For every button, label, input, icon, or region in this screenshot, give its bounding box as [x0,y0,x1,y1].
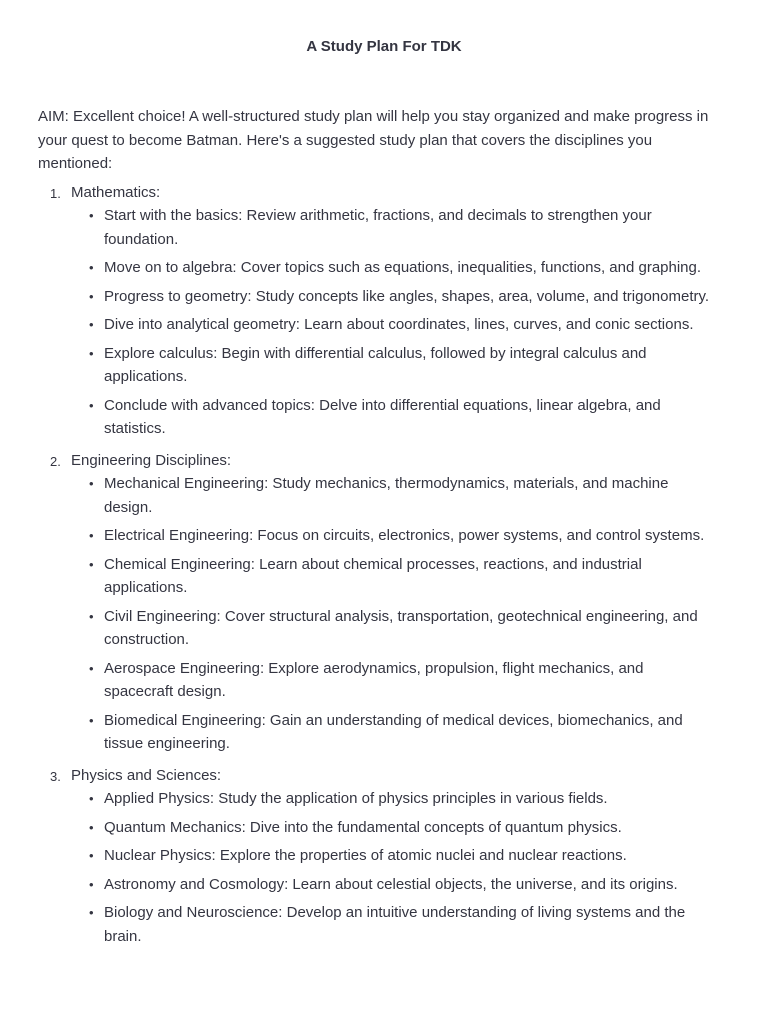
bullet-icon: • [89,848,94,863]
bullet-icon: • [89,876,94,892]
list-item-text: Civil Engineering: Cover structural analysis, transportation, geotechnical engineering, and construction. [104,607,698,648]
list-item [71,709,716,756]
list-item-text: Applied Physics: Study the application of physics principles in various fields. [104,790,608,807]
bullet-icon: • [89,208,94,223]
list-item [71,394,716,441]
list-item-text: Chemical Engineering: Learn about chemical processes, reactions, and industrial applications. [104,555,642,596]
list-item-text: Progress to geometry: Study concepts like angles, shapes, area, volume, and trigonometry. [104,287,710,305]
bullet-list [71,204,716,441]
section-number: 1. [50,185,61,201]
list-item-text: Astronomy and Cosmology: Learn about celestial objects, the universe, and its origins. [104,875,678,893]
bullet-icon: • [89,905,94,920]
list-item-text: Quantum Mechanics: Dive into the fundamental concepts of quantum physics. [104,818,622,836]
list-item-text: Nuclear Physics: Explore the properties of atomic nuclei and nuclear reactions. [104,847,627,864]
list-item-text: Start with the basics: Review arithmetic, fractions, and decimals to strengthen your foundation. [104,207,652,248]
list-item [71,605,716,652]
list-item [71,657,716,704]
bullet-icon: • [89,819,94,835]
list-item [71,204,716,251]
page-title: A Study Plan For TDK [306,38,462,55]
list-item-text: Electrical Engineering: Focus on circuits, electronics, power systems, and control systems. [104,527,705,544]
bullet-icon: • [89,476,94,491]
list-item-text: Dive into analytical geometry: Learn about coordinates, lines, curves, and conic sections. [104,316,694,333]
section-list [38,181,716,949]
list-item [71,285,716,309]
list-item-text: Mechanical Engineering: Study mechanics, thermodynamics, materials, and machine design. [104,475,669,516]
bullet-icon: • [89,791,94,806]
bullet-icon: • [89,260,94,275]
intro-paragraph: AIM: Excellent choice! A well-structured study plan will help you stay organized and make progress in your quest to become Batman. Here's a suggested study plan that covers the disciplines you mentioned: [38,108,709,172]
bullet-icon: • [89,608,94,624]
list-item [71,553,716,600]
section-number: 3. [50,768,61,784]
section-item [38,181,716,441]
bullet-icon: • [89,712,94,728]
section-heading: Mathematics: [71,183,161,201]
bullet-icon: • [89,345,94,361]
section-heading: Engineering Disciplines: [71,451,232,469]
bullet-list [71,472,716,756]
list-item [71,901,716,948]
section-item [38,764,716,949]
list-item [71,787,716,811]
bullet-icon: • [89,556,94,572]
list-item [71,816,716,840]
list-item-text: Biomedical Engineering: Gain an understanding of medical devices, biomechanics, and tissue engineering. [104,711,683,752]
list-item-text: Explore calculus: Begin with differential calculus, followed by integral calculus and applications. [104,344,647,385]
bullet-list [71,787,716,948]
list-item [71,313,716,337]
list-item-text: Move on to algebra: Cover topics such as equations, inequalities, functions, and graphing. [104,259,702,276]
list-item [71,256,716,280]
list-item [71,524,716,548]
bullet-icon: • [89,397,94,413]
bullet-icon: • [89,288,94,304]
bullet-icon: • [89,317,94,332]
list-item [71,472,716,519]
list-item [71,873,716,897]
bullet-icon: • [89,660,94,676]
section-heading: Physics and Sciences: [71,766,222,784]
list-item-text: Conclude with advanced topics: Delve into differential equations, linear algebra, and statistics. [104,396,661,437]
list-item-text: Aerospace Engineering: Explore aerodynamics, propulsion, flight mechanics, and spacecraft design. [104,659,644,700]
list-item-text: Biology and Neuroscience: Develop an intuitive understanding of living systems and the brain. [104,904,686,945]
list-item [71,342,716,389]
section-number: 2. [50,453,61,469]
bullet-icon: • [89,528,94,543]
section-item [38,449,716,756]
list-item [71,844,716,868]
